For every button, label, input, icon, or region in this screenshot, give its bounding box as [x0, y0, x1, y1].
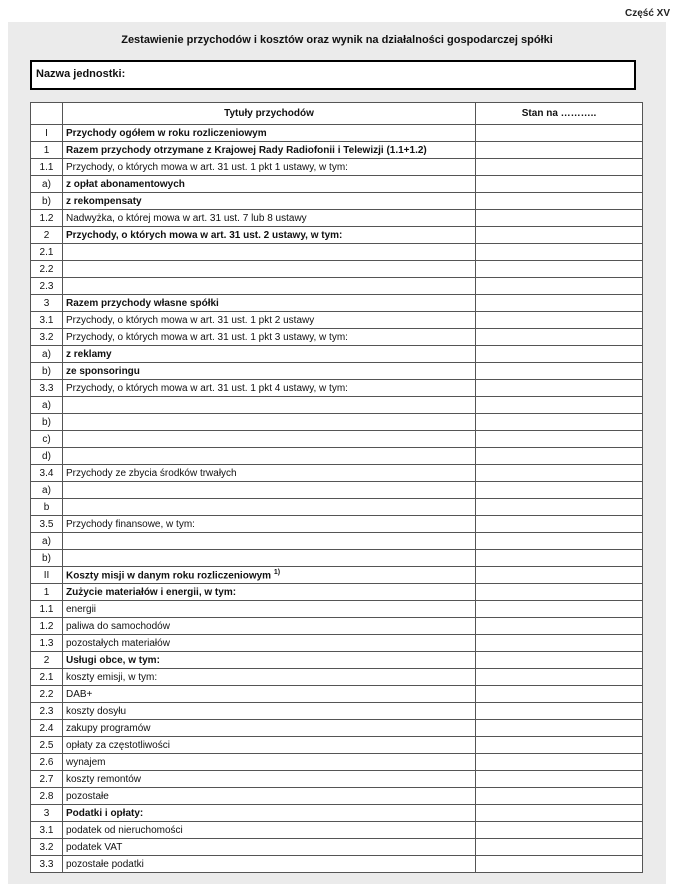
row-number: 2.5 [31, 737, 63, 754]
row-label [63, 465, 476, 482]
table-row [31, 397, 643, 414]
row-label-text: Przychody, o których mowa w art. 31 ust. 1 pkt 4 ustawy, w tym: [66, 382, 348, 394]
table-row [31, 380, 643, 397]
table-row [31, 703, 643, 720]
row-value-cell[interactable] [476, 720, 643, 737]
table-row [31, 516, 643, 533]
row-value-cell[interactable] [476, 227, 643, 244]
table-row [31, 533, 643, 550]
row-number: 2.2 [31, 686, 63, 703]
row-label [63, 635, 476, 652]
table-row [31, 635, 643, 652]
table-row [31, 652, 643, 669]
row-number: 1.1 [31, 159, 63, 176]
row-value-cell[interactable] [476, 584, 643, 601]
table-row [31, 261, 643, 278]
row-label-text: Przychody ze zbycia środków trwałych [66, 467, 237, 479]
row-value-cell[interactable] [476, 448, 643, 465]
row-value-cell[interactable] [476, 771, 643, 788]
table-row [31, 788, 643, 805]
row-label-text: podatek VAT [66, 841, 123, 853]
row-value-cell[interactable] [476, 550, 643, 567]
row-label-text: Podatki i opłaty: [66, 807, 144, 819]
table-row [31, 499, 643, 516]
table-row [31, 856, 643, 873]
row-label [63, 414, 476, 431]
row-number: b [31, 499, 63, 516]
row-label-text: koszty emisji, w tym: [66, 671, 158, 683]
row-label [63, 159, 476, 176]
row-value-cell[interactable] [476, 686, 643, 703]
row-number: 2.1 [31, 244, 63, 261]
row-label [63, 312, 476, 329]
row-label-text: Przychody, o których mowa w art. 31 ust. 1 pkt 1 ustawy, w tym: [66, 161, 348, 173]
row-value-cell[interactable] [476, 533, 643, 550]
row-label [63, 227, 476, 244]
row-value-cell[interactable] [476, 805, 643, 822]
row-number: 1.3 [31, 635, 63, 652]
row-label-text: Nadwyżka, o której mowa w art. 31 ust. 7 lub 8 ustawy [66, 212, 307, 224]
row-label-text: pozostałych materiałów [66, 637, 170, 649]
row-number: 2.7 [31, 771, 63, 788]
row-number: 3.3 [31, 380, 63, 397]
row-value-cell[interactable] [476, 652, 643, 669]
table-row [31, 278, 643, 295]
form-panel [8, 22, 666, 884]
row-number: 2.6 [31, 754, 63, 771]
row-number: 3.2 [31, 839, 63, 856]
row-number: 1 [31, 584, 63, 601]
row-value-cell[interactable] [476, 210, 643, 227]
row-value-cell[interactable] [476, 346, 643, 363]
row-number: 1.1 [31, 601, 63, 618]
table-row [31, 737, 643, 754]
table-row [31, 448, 643, 465]
table-row [31, 839, 643, 856]
row-label-text: Przychody finansowe, w tym: [66, 518, 195, 530]
table-header-row [31, 103, 643, 125]
row-number: c) [31, 431, 63, 448]
table-row [31, 227, 643, 244]
row-label [63, 839, 476, 856]
row-value-cell[interactable] [476, 482, 643, 499]
row-label [63, 125, 476, 142]
row-value-cell[interactable] [476, 244, 643, 261]
row-number: d) [31, 448, 63, 465]
row-value-cell[interactable] [476, 278, 643, 295]
table-row [31, 601, 643, 618]
row-value-cell[interactable] [476, 822, 643, 839]
row-value-cell[interactable] [476, 703, 643, 720]
table-row [31, 346, 643, 363]
row-label-text: Razem przychody własne spółki [66, 297, 219, 309]
row-label-text: Przychody, o których mowa w art. 31 ust. 2 ustawy, w tym: [66, 229, 343, 241]
row-label-text: podatek od nieruchomości [66, 824, 183, 836]
row-number: a) [31, 397, 63, 414]
row-label-text: Przychody, o których mowa w art. 31 ust. 1 pkt 3 ustawy, w tym: [66, 331, 348, 343]
table-row [31, 771, 643, 788]
row-label [63, 193, 476, 210]
row-number: a) [31, 176, 63, 193]
row-label [63, 278, 476, 295]
row-number: 3.5 [31, 516, 63, 533]
header-status-as-of: Stan na ……….. [476, 103, 643, 125]
table-row [31, 329, 643, 346]
row-label [63, 720, 476, 737]
table-row [31, 754, 643, 771]
row-label [63, 499, 476, 516]
row-label-text: z rekompensaty [66, 195, 142, 207]
table-row [31, 414, 643, 431]
row-number: a) [31, 533, 63, 550]
row-label-text: opłaty za częstotliwości [66, 739, 170, 751]
row-number: 3.2 [31, 329, 63, 346]
row-label [63, 584, 476, 601]
row-label-text: Razem przychody otrzymane z Krajowej Rady Radiofonii i Telewizji (1.1+1.2) [66, 144, 427, 156]
row-label [63, 669, 476, 686]
row-label-text: wynajem [66, 756, 106, 768]
row-number: 3 [31, 295, 63, 312]
row-number: 2.1 [31, 669, 63, 686]
row-value-cell[interactable] [476, 261, 643, 278]
table-row [31, 210, 643, 227]
table-row [31, 244, 643, 261]
table-row [31, 312, 643, 329]
row-number: 3.1 [31, 312, 63, 329]
row-label-text: zakupy programów [66, 722, 151, 734]
row-value-cell[interactable] [476, 431, 643, 448]
row-label [63, 176, 476, 193]
row-value-cell[interactable] [476, 176, 643, 193]
table-row [31, 618, 643, 635]
row-label [63, 210, 476, 227]
table-row [31, 295, 643, 312]
row-number: 2.2 [31, 261, 63, 278]
row-label [63, 788, 476, 805]
row-value-cell[interactable] [476, 618, 643, 635]
table-row [31, 431, 643, 448]
row-value-cell[interactable] [476, 159, 643, 176]
row-label-text: Koszty misji w danym roku rozliczeniowym [66, 570, 272, 582]
table-row [31, 567, 643, 584]
row-number: 3.4 [31, 465, 63, 482]
row-value-cell[interactable] [476, 295, 643, 312]
part-label: Część XV [624, 8, 670, 19]
row-value-cell[interactable] [476, 312, 643, 329]
row-label [63, 550, 476, 567]
row-value-cell[interactable] [476, 329, 643, 346]
table-row [31, 686, 643, 703]
row-number: I [31, 125, 63, 142]
row-number: 1.2 [31, 210, 63, 227]
row-number: 3.1 [31, 822, 63, 839]
entity-name-label: Nazwa jednostki: [36, 68, 126, 80]
row-number: 2.4 [31, 720, 63, 737]
row-label-text: energii [66, 603, 97, 615]
footnote-marker: 1) [273, 568, 281, 576]
row-value-cell[interactable] [476, 856, 643, 873]
row-value-cell[interactable] [476, 635, 643, 652]
entity-name-field[interactable] [30, 60, 636, 90]
row-value-cell[interactable] [476, 142, 643, 159]
row-label [63, 261, 476, 278]
row-label [63, 822, 476, 839]
row-label-text: z reklamy [66, 348, 112, 360]
row-label [63, 380, 476, 397]
row-number: b) [31, 193, 63, 210]
header-number [31, 103, 63, 125]
row-number: 2.8 [31, 788, 63, 805]
row-label [63, 601, 476, 618]
row-label [63, 856, 476, 873]
row-label [63, 329, 476, 346]
row-label-text: Usługi obce, w tym: [66, 654, 160, 666]
row-value-cell[interactable] [476, 125, 643, 142]
table-row [31, 159, 643, 176]
table-row [31, 669, 643, 686]
row-label [63, 533, 476, 550]
row-number: a) [31, 482, 63, 499]
table-row [31, 550, 643, 567]
row-label-text: Przychody, o których mowa w art. 31 ust. 1 pkt 2 ustawy [66, 314, 315, 326]
table-row [31, 584, 643, 601]
row-value-cell[interactable] [476, 465, 643, 482]
row-value-cell[interactable] [476, 363, 643, 380]
header-titles: Tytuły przychodów [63, 103, 476, 125]
row-label-text: koszty dosyłu [66, 705, 127, 717]
row-label [63, 567, 476, 584]
table-row [31, 465, 643, 482]
row-value-cell[interactable] [476, 601, 643, 618]
row-number: 1 [31, 142, 63, 159]
row-number: a) [31, 346, 63, 363]
row-value-cell[interactable] [476, 754, 643, 771]
table-row [31, 193, 643, 210]
row-number: b) [31, 550, 63, 567]
row-label-text: DAB+ [66, 688, 93, 700]
row-label [63, 295, 476, 312]
row-label [63, 618, 476, 635]
table-row [31, 176, 643, 193]
table-row [31, 720, 643, 737]
row-value-cell[interactable] [476, 669, 643, 686]
row-value-cell[interactable] [476, 567, 643, 584]
row-label [63, 805, 476, 822]
row-value-cell[interactable] [476, 499, 643, 516]
table-body [31, 125, 643, 873]
row-label [63, 431, 476, 448]
row-value-cell[interactable] [476, 397, 643, 414]
row-number: 2.3 [31, 278, 63, 295]
row-number: II [31, 567, 63, 584]
row-label-text: z opłat abonamentowych [66, 178, 185, 190]
row-label [63, 397, 476, 414]
row-label-text: paliwa do samochodów [66, 620, 170, 632]
row-number: b) [31, 363, 63, 380]
row-label-text: pozostałe [66, 790, 109, 802]
table-row [31, 805, 643, 822]
row-number: 1.2 [31, 618, 63, 635]
row-label [63, 244, 476, 261]
row-number: 2.3 [31, 703, 63, 720]
row-number: b) [31, 414, 63, 431]
row-label [63, 737, 476, 754]
row-label [63, 363, 476, 380]
row-label [63, 448, 476, 465]
table-row [31, 482, 643, 499]
row-value-cell[interactable] [476, 380, 643, 397]
row-label [63, 703, 476, 720]
row-value-cell[interactable] [476, 737, 643, 754]
row-label [63, 771, 476, 788]
row-number: 2 [31, 652, 63, 669]
row-value-cell[interactable] [476, 788, 643, 805]
row-label-text: pozostałe podatki [66, 858, 144, 870]
row-label-text: ze sponsoringu [66, 365, 140, 377]
table-row [31, 822, 643, 839]
row-value-cell[interactable] [476, 516, 643, 533]
table-row [31, 363, 643, 380]
row-label [63, 142, 476, 159]
row-number: 3.3 [31, 856, 63, 873]
row-label [63, 754, 476, 771]
row-number: 2 [31, 227, 63, 244]
row-label [63, 686, 476, 703]
row-label-text: Zużycie materiałów i energii, w tym: [66, 586, 237, 598]
row-label-text: Przychody ogółem w roku rozliczeniowym [66, 127, 267, 139]
row-label [63, 652, 476, 669]
row-value-cell[interactable] [476, 193, 643, 210]
table-row [31, 142, 643, 159]
row-label [63, 516, 476, 533]
revenue-cost-table [30, 102, 643, 873]
row-label-text: koszty remontów [66, 773, 142, 785]
row-label [63, 482, 476, 499]
row-label [63, 346, 476, 363]
row-value-cell[interactable] [476, 414, 643, 431]
row-number: 3 [31, 805, 63, 822]
table-row [31, 125, 643, 142]
document-title: Zestawienie przychodów i kosztów oraz wynik na działalności gospodarczej spółki [121, 34, 553, 46]
row-value-cell[interactable] [476, 839, 643, 856]
